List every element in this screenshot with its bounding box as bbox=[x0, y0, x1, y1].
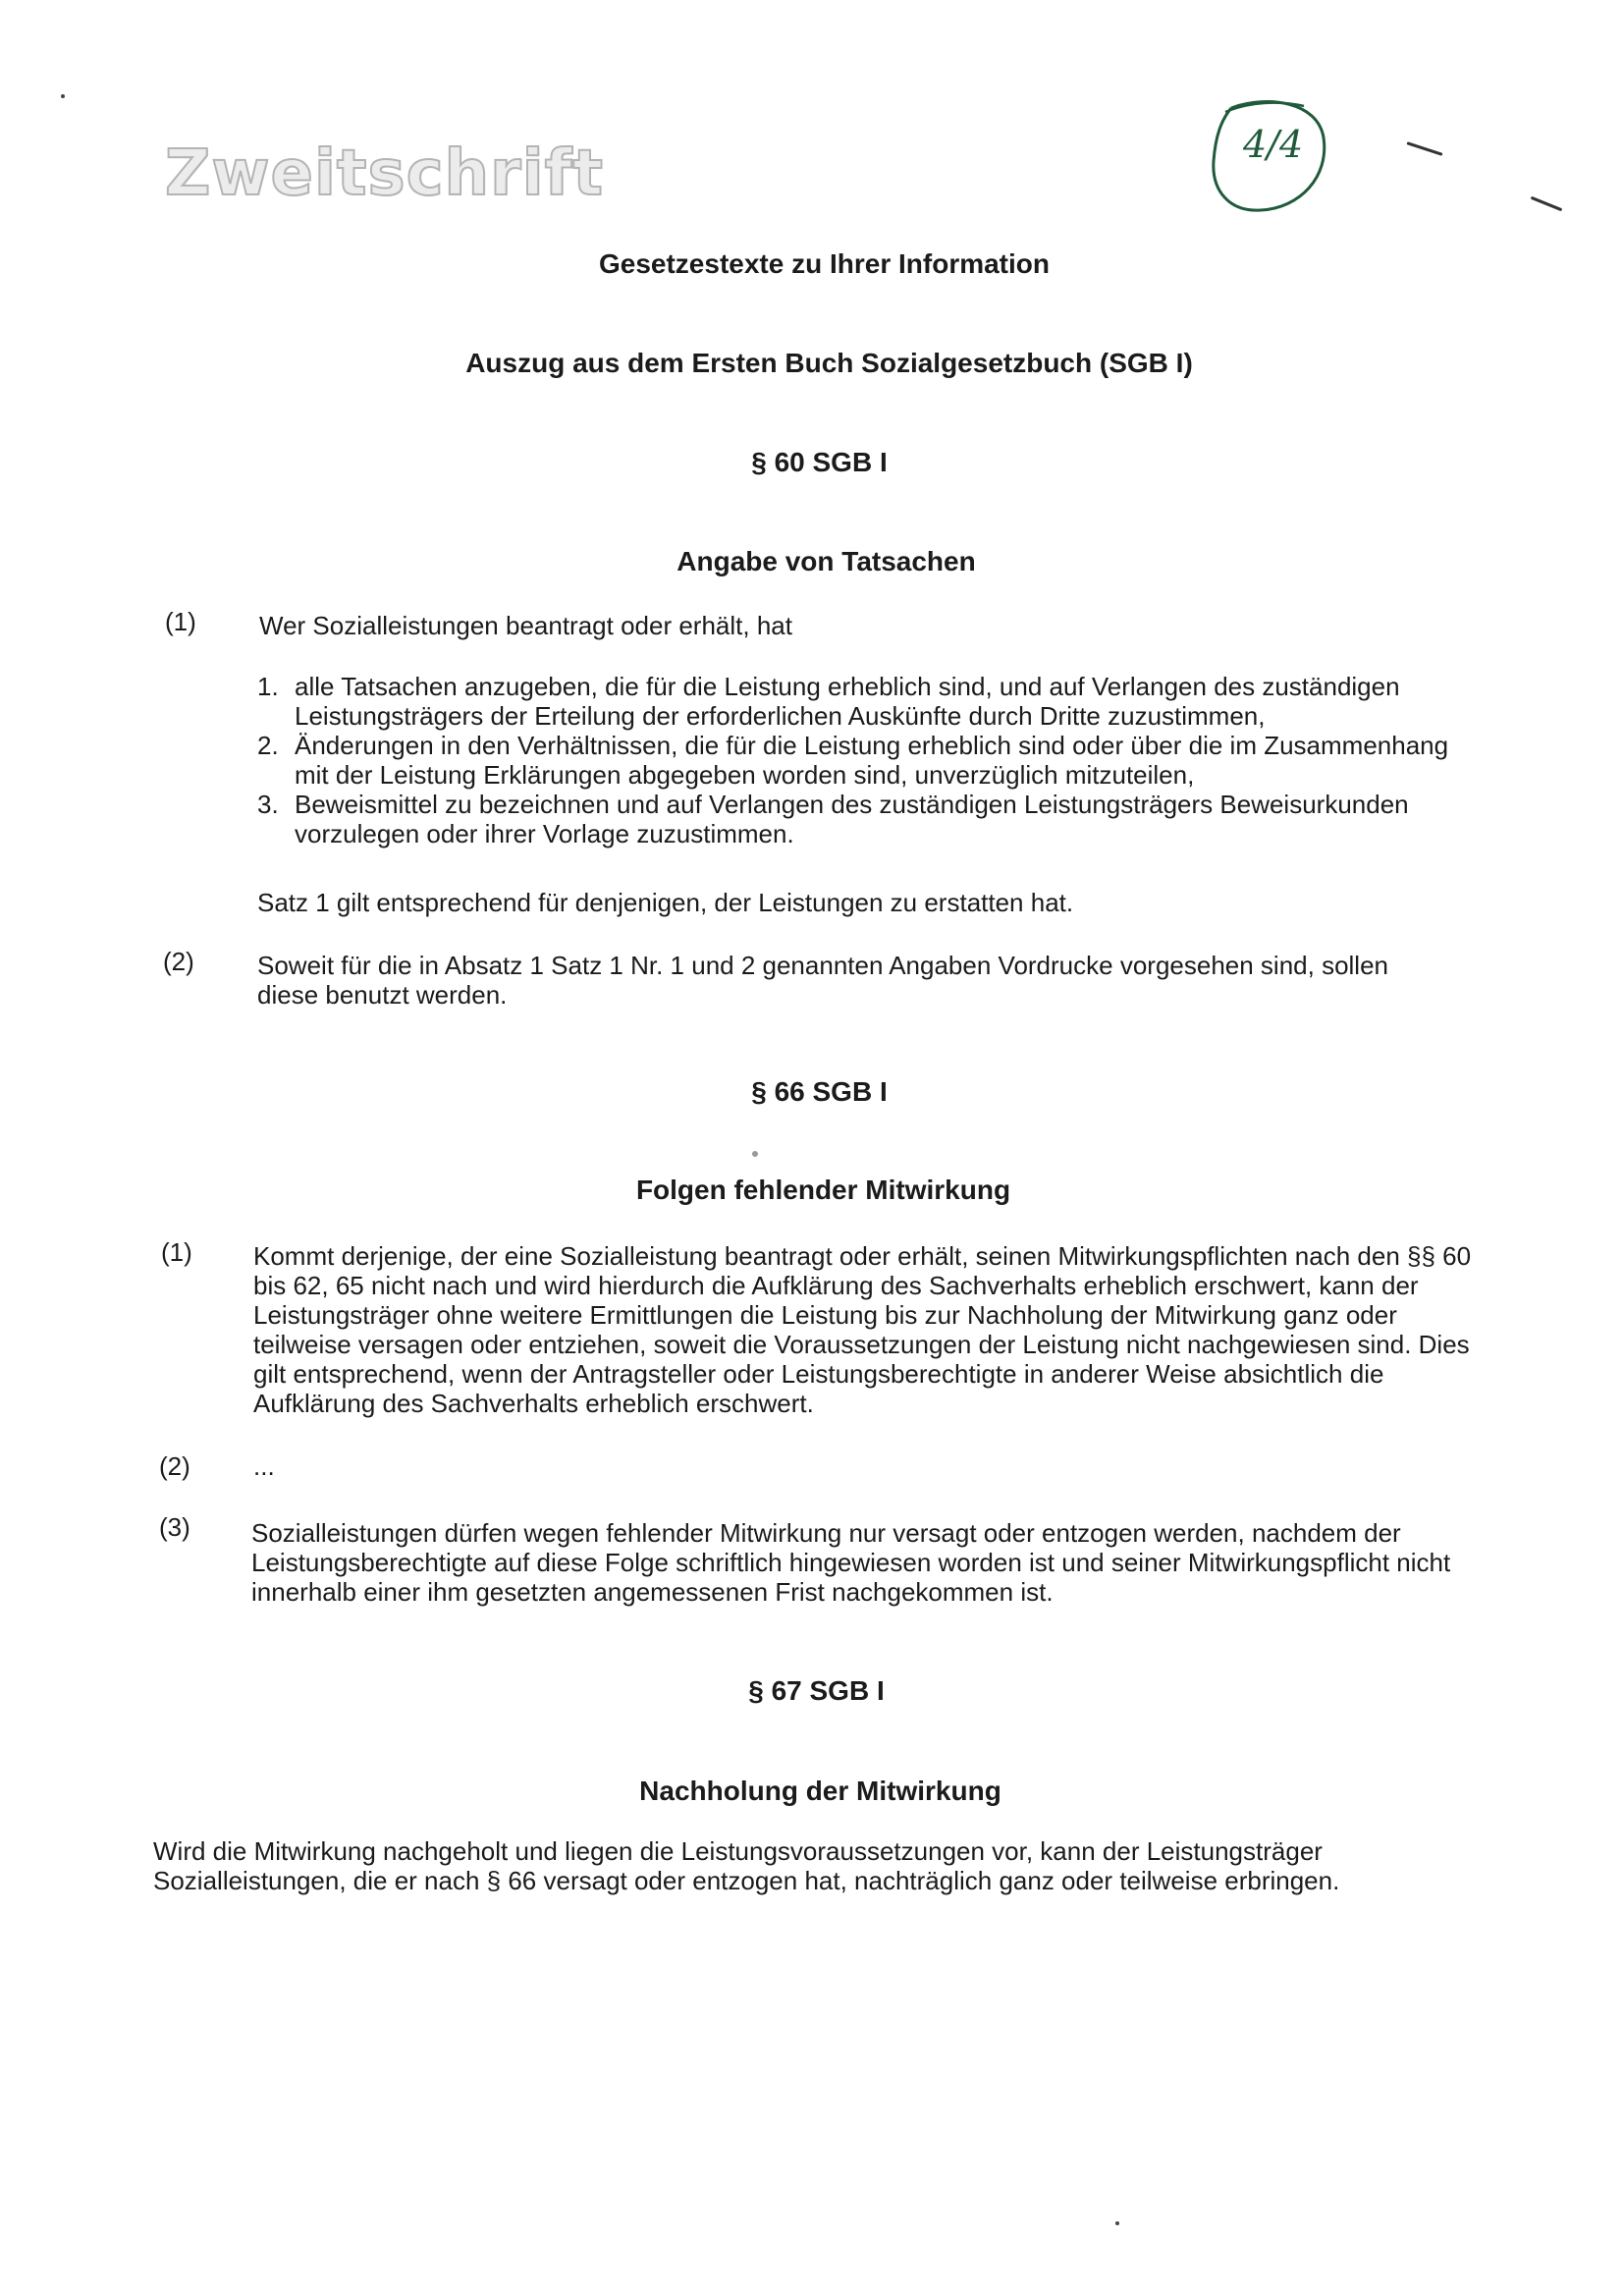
section-66-abs1-text: Kommt derjenige, der eine Sozialleistung beantragt oder erhält, seinen Mitwirkungspflichten nach den §§ 60 bis 62, 65 nicht nach und wird hierdurch die Aufklärung des Sachverhalts erheblich erschwert, kann der Leistungsträger ohne weitere Ermittlungen die Leistung bis zur Nachholung der Mitwirkung ganz oder teilweise versagen oder entziehen, soweit die Voraussetzungen der Leistung nicht nachgewiesen sind. Dies gilt entsprechend, wenn der Antragsteller oder Leistungsberechtigte in anderer Weise absichtlich die Aufklärung des Sachverhalts erheblich erschwert. bbox=[253, 1241, 1472, 1418]
list-item bbox=[257, 672, 1475, 731]
section-60-abs1-intro: Wer Sozialleistungen beantragt oder erhält, hat bbox=[259, 611, 792, 640]
section-66-title: Folgen fehlender Mitwirkung bbox=[635, 1175, 1011, 1205]
page-number-text: 4/4 bbox=[1243, 123, 1304, 166]
section-60-paragraph: § 60 SGB I bbox=[751, 447, 888, 477]
scan-mark bbox=[1406, 141, 1442, 156]
section-60-title: Angabe von Tatsachen bbox=[676, 546, 976, 576]
list-item-text: Änderungen in den Verhältnissen, die für die Leistung erheblich sind oder über die im Zusammenhang mit der Leistung Erklärungen abgegeben worden sind, unverzüglich mitzuteilen, bbox=[295, 731, 1449, 790]
duplicate-stamp: Zweitschrift bbox=[165, 137, 604, 210]
section-60-abs2-text: Soweit für die in Absatz 1 Satz 1 Nr. 1 und 2 genannten Angaben Vordrucke vorgesehen sind, sollen diese benutzt werden. bbox=[257, 951, 1388, 1010]
list-item-number: 2. bbox=[257, 731, 279, 760]
scan-mark bbox=[1531, 196, 1563, 212]
list-item-number: 3. bbox=[257, 790, 279, 819]
section-67-text: Wird die Mitwirkung nachgeholt und liegen die Leistungsvoraussetzungen vor, kann der Leistungsträger Sozialleistungen, die er nach § 66 versagt oder entzogen hat, nachträglich ganz oder teilweise erbringen. bbox=[153, 1836, 1340, 1895]
list-item-text: alle Tatsachen anzugeben, die für die Leistung erheblich sind, und auf Verlangen des zuständigen Leistungsträgers der Erteilung der erforderlichen Auskünfte durch Dritte zuzustimmen, bbox=[295, 672, 1400, 731]
section-67-title: Nachholung der Mitwirkung bbox=[639, 1776, 1001, 1806]
section-66-abs2-label: (2) bbox=[159, 1451, 190, 1481]
list-item bbox=[257, 790, 1475, 848]
section-67-paragraph: § 67 SGB I bbox=[748, 1675, 885, 1706]
section-66-abs2-text: ... bbox=[253, 1451, 275, 1481]
document-subtitle: Auszug aus dem Ersten Buch Sozialgesetzbuch (SGB I) bbox=[465, 348, 1193, 378]
list-item-text: Beweismittel zu bezeichnen und auf Verlangen des zuständigen Leistungsträgers Beweisurkunden vorzulegen oder ihrer Vorlage zuzustimmen. bbox=[295, 790, 1409, 848]
section-60-abs1-label: (1) bbox=[165, 607, 196, 636]
document-title: Gesetzestexte zu Ihrer Information bbox=[598, 248, 1050, 279]
section-66-abs3-text: Sozialleistungen dürfen wegen fehlender Mitwirkung nur versagt oder entzogen werden, nachdem der Leistungsberechtigte auf diese Folge schriftlich hingewiesen worden ist und seiner Mitwirkungspflicht nicht innerhalb einer ihm gesetzten angemessenen Frist nachgekommen ist. bbox=[251, 1518, 1451, 1607]
section-60-abs2-label: (2) bbox=[163, 947, 194, 976]
scan-speck bbox=[61, 94, 65, 98]
list-item-number: 1. bbox=[257, 672, 279, 701]
handwritten-page-number bbox=[1210, 98, 1329, 214]
section-60-item-list bbox=[257, 672, 1475, 848]
scan-speck bbox=[1115, 2221, 1119, 2225]
scan-speck bbox=[752, 1151, 758, 1157]
section-66-abs1-label: (1) bbox=[161, 1237, 192, 1267]
circle-mark-icon bbox=[1210, 98, 1329, 214]
section-66-paragraph: § 66 SGB I bbox=[751, 1076, 888, 1107]
section-66-abs3-label: (3) bbox=[159, 1512, 190, 1542]
list-item bbox=[257, 731, 1475, 790]
section-60-satz: Satz 1 gilt entsprechend für denjenigen, der Leistungen zu erstatten hat. bbox=[257, 888, 1074, 917]
